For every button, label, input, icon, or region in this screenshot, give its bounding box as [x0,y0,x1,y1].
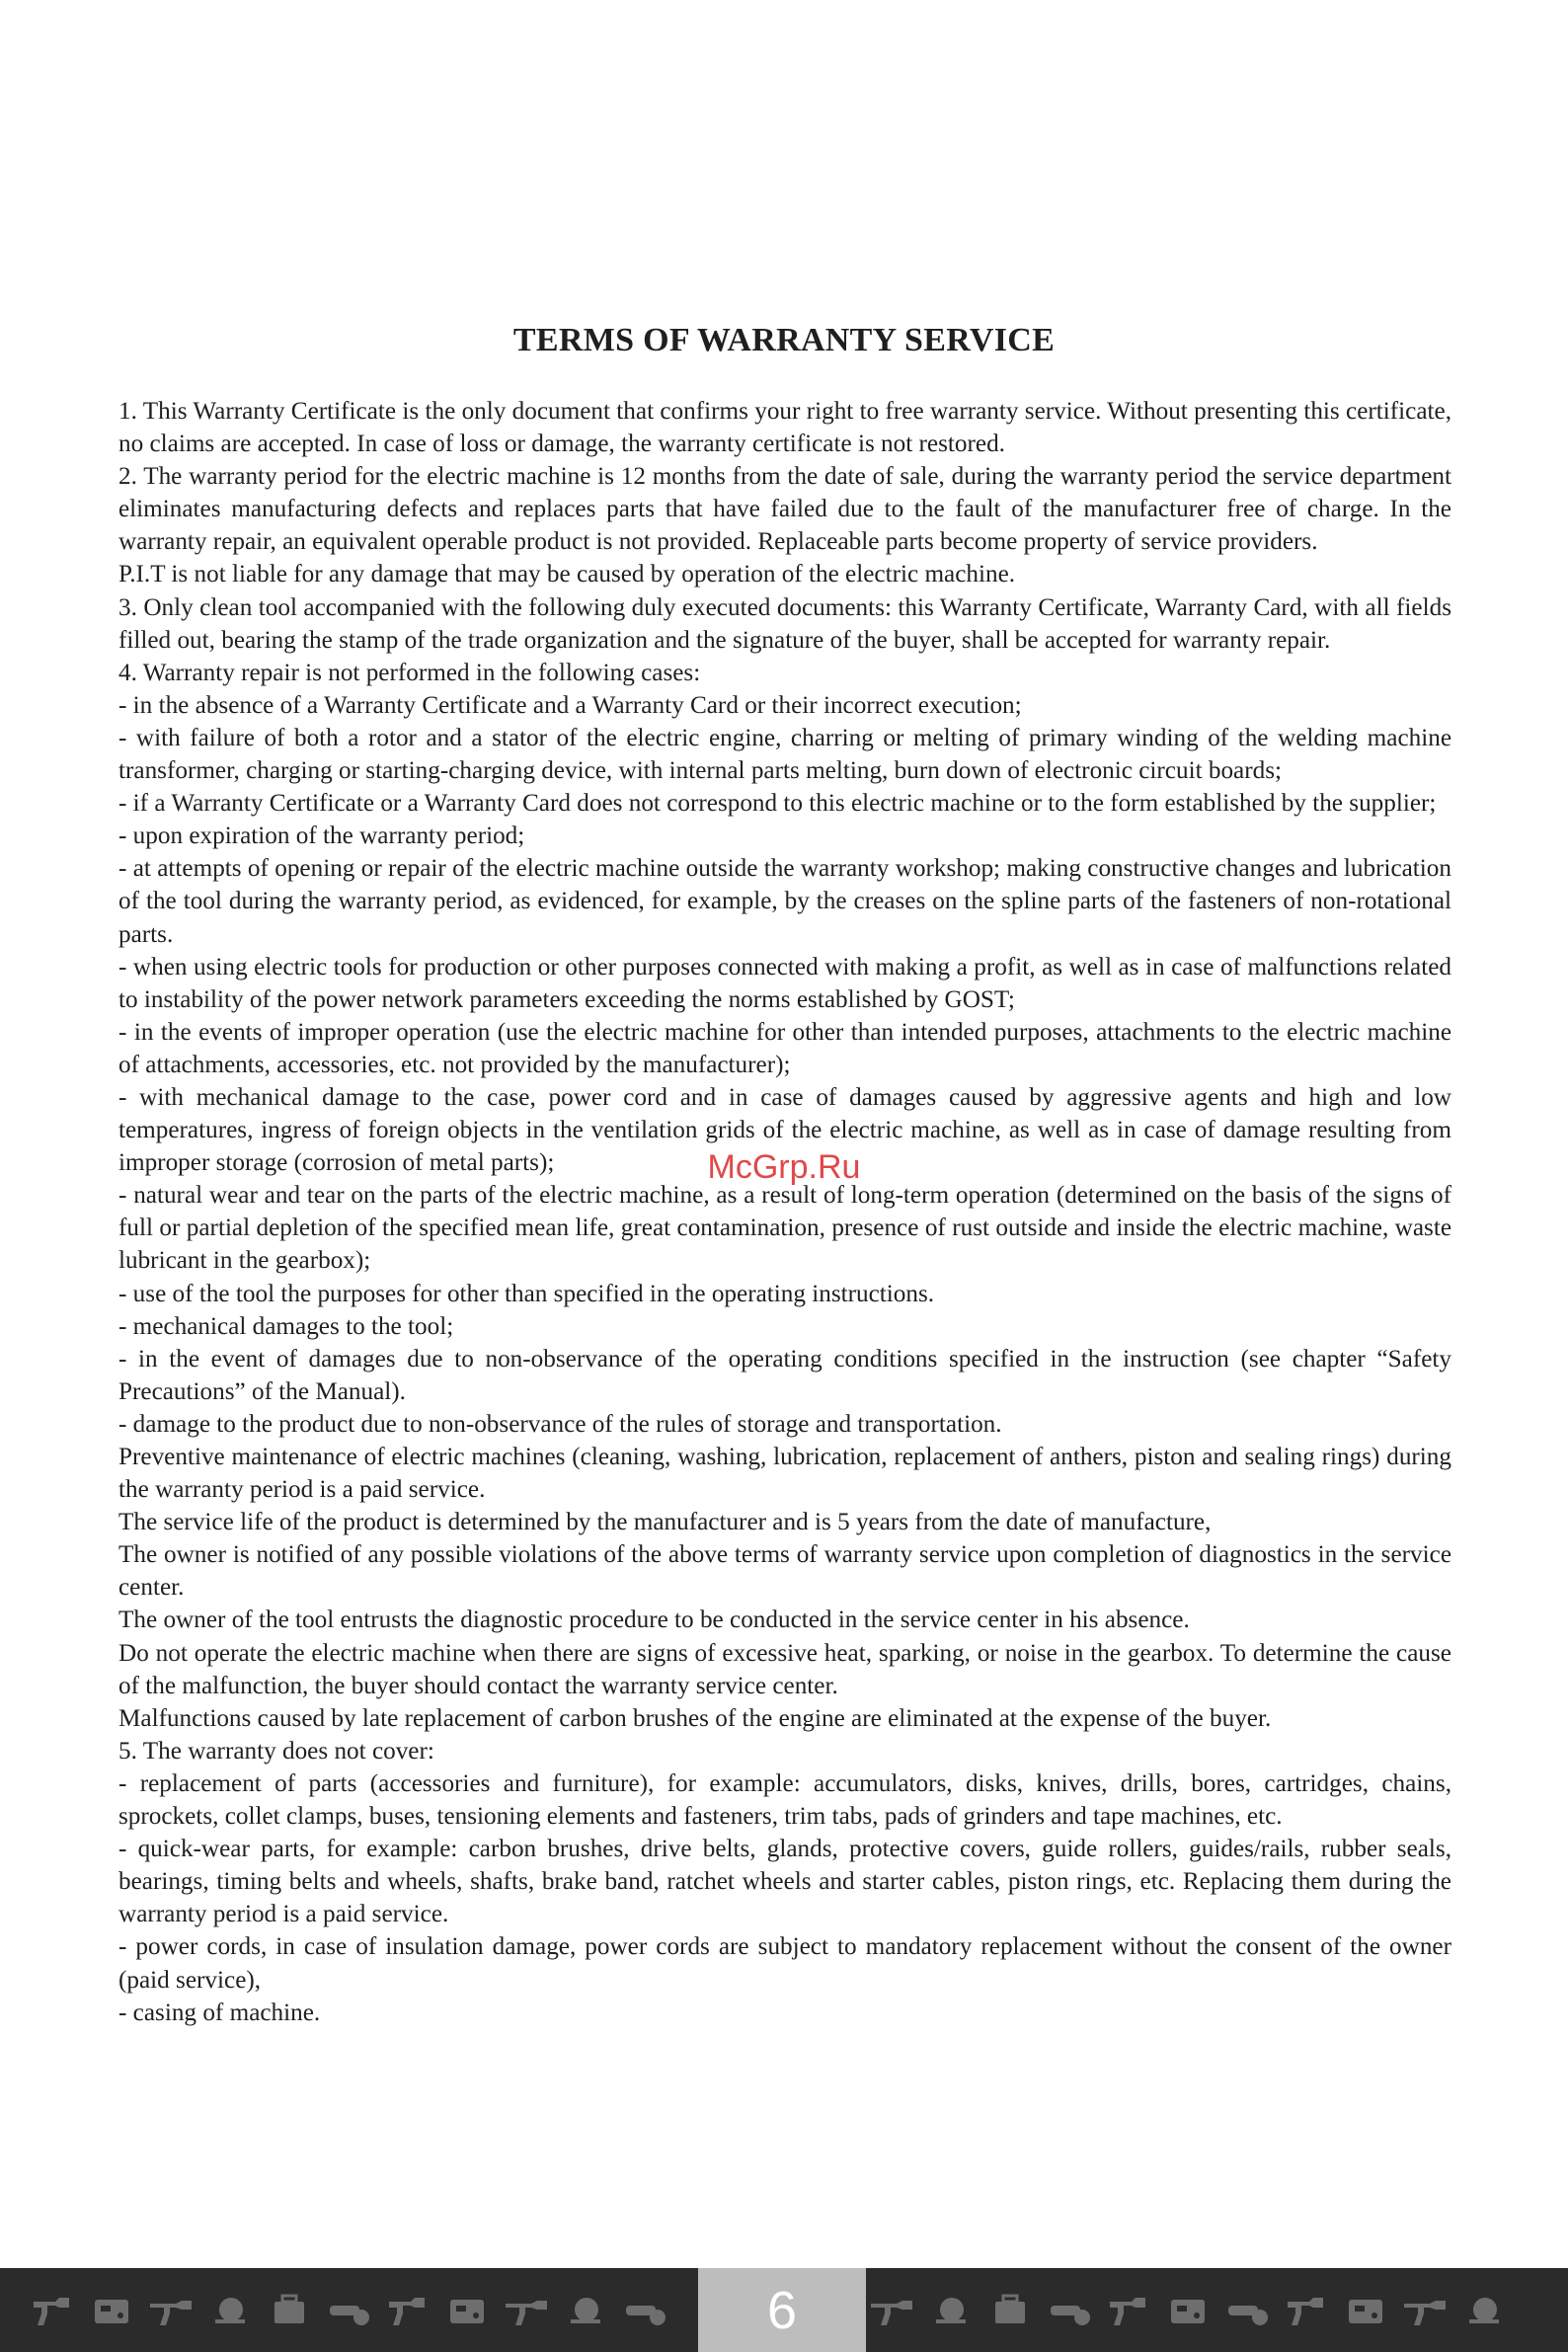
paragraph: 2. The warranty period for the electric machine is 12 months from the date of sale, during the warranty period the service department eliminates manufacturing defects and replaces parts that have failed due to the fault of the manufacturer free of charge. In the warranty repair, an equivalent operable product is not provided. Replaceable parts become property of service providers. [118,463,1451,556]
footer-bar [0,2268,1568,2352]
paragraph: - at attempts of opening or repair of the electric machine outside the warranty workshop; making constructive changes and lubrication of the tool during the warranty period, as evidenced, for example, by the creases on the spline parts of the fasteners of non-rotational parts. [118,855,1451,948]
paragraph: - replacement of parts (accessories and furniture), for example: accumulators, disks, knives, drills, bores, cartridges, chains, sprockets, collet clamps, buses, tensioning elements and fasteners, trim tabs, pads of grinders and tape machines, etc. [118,1769,1451,1831]
paragraph: The owner is notified of any possible violations of the above terms of warranty service upon completion of diagnostics in the service center. [118,1541,1451,1602]
paragraph: - upon expiration of the warranty period; [118,823,525,850]
paragraph: 5. The warranty does not cover: [118,1737,434,1764]
mixer-icon [1461,2290,1507,2329]
hammer-drill-icon [1402,2290,1448,2329]
paragraph: - mechanical damages to the tool; [118,1312,454,1340]
paragraph: 1. This Warranty Certificate is the only document that confirms your right to free warranty service. Without presenting this certificate, no claims are accepted. In case of loss or damage, the warranty certificate is not restored. [118,398,1451,458]
footer-icons-left [30,2282,667,2337]
drill-icon [30,2290,75,2329]
paragraph: - in the event of damages due to non-observance of the operating conditions specified in the instruction (see chapter “Safety Precautions” of the Manual). [118,1345,1451,1405]
paragraph: - damage to the product due to non-observance of the rules of storage and transportation. [118,1410,1002,1438]
paragraph: Malfunctions caused by late replacement of carbon brushes of the engine are eliminated at the expense of the buyer. [118,1704,1272,1732]
paragraph: P.I.T is not liable for any damage that may be caused by operation of the electric machine. [118,561,1016,588]
drill-icon [1106,2290,1151,2329]
page-title: TERMS OF WARRANTY SERVICE [512,322,1056,358]
paragraph: Preventive maintenance of electric machines (cleaning, washing, lubrication, replacement of anthers, piston and sealing rings) during the warranty period is a paid service. [118,1444,1451,1504]
hammer-drill-icon [869,2290,914,2329]
paragraph: - power cords, in case of insulation damage, power cords are subject to mandatory replacement without the consent of the owner (paid service), [118,1933,1451,1994]
hammer-drill-icon [148,2290,194,2329]
grinder-icon [1224,2290,1270,2329]
tool-case-icon [987,2290,1033,2329]
page-number: 6 [698,2268,866,2352]
paragraph: - natural wear and tear on the parts of the electric machine, as a result of long-term operation (determined on the basis of the signs of full or partial depletion of the specified mean life, great contamination, presence of rust outside and inside the electric machine, waste lubricant in the gearbox); [118,1182,1451,1275]
paragraph: 4. Warranty repair is not performed in the following cases: [118,659,701,686]
grinder-icon [326,2290,371,2329]
warranty-terms-body [118,395,1451,2029]
mixer-icon [207,2290,253,2329]
welder-icon [1165,2290,1211,2329]
paragraph: - with failure of both a rotor and a stator of the electric engine, charring or melting of primary winding of the welding machine transformer, charging or starting-charging device, with internal parts melting, burn down of electronic circuit boards; [118,724,1451,785]
paragraph: 3. Only clean tool accompanied with the following duly executed documents: this Warranty Certificate, Warranty Card, with all fields filled out, bearing the stamp of the trade organization and the signature of the buyer, shall be accepted for warranty repair. [118,593,1451,654]
welder-icon [1343,2290,1388,2329]
paragraph: Do not operate the electric machine when there are signs of excessive heat, sparking, or noise in the gearbox. To determine the cause of the malfunction, the buyer should contact the warranty service center. [118,1639,1451,1699]
drill-icon [1284,2290,1329,2329]
paragraph: The service life of the product is determined by the manufacturer and is 5 years from the date of manufacture, [118,1509,1212,1536]
hammer-drill-icon [504,2290,549,2329]
paragraph: - if a Warranty Certificate or a Warranty Card does not correspond to this electric machine or to the form established by the supplier; [118,790,1437,818]
paragraph: The owner of the tool entrusts the diagnostic procedure to be conducted in the service center in his absence. [118,1607,1190,1634]
grinder-icon [622,2290,667,2329]
watermark: McGrp.Ru [707,1148,861,1186]
paragraph: - with mechanical damage to the case, power cord and in case of damages caused by aggressive agents and high and low temperatures, ingress of foreign objects in the ventilation grids of the electric machine, as well as in case of damage resulting from improper storage (corrosion of metal parts); [118,1083,1451,1177]
paragraph: - use of the tool the purposes for other than specified in the operating instructions. [118,1280,935,1307]
paragraph: - casing of machine. [118,1999,321,2026]
welder-icon [444,2290,490,2329]
mixer-icon [563,2290,608,2329]
footer-icons-right [869,2282,1507,2337]
paragraph: - in the events of improper operation (use the electric machine for other than intended purposes, attachments to the electric machine of attachments, accessories, etc. not provided by the manufacturer); [118,1018,1451,1078]
drill-icon [385,2290,431,2329]
paragraph: - quick-wear parts, for example: carbon brushes, drive belts, glands, protective covers, guide rollers, guides/rails, rubber seals, bearings, timing belts and wheels, shafts, brake band, ratchet wheels and starter cables, piston rings, etc. Replacing them during the warranty period is a paid service. [118,1836,1451,1928]
tool-case-icon [267,2290,312,2329]
mixer-icon [928,2290,974,2329]
grinder-icon [1047,2290,1092,2329]
paragraph: - when using electric tools for production or other purposes connected with making a profit, as well as in case of malfunctions related to instability of the power network parameters exceeding the norms established by GOST; [118,953,1451,1013]
welder-icon [89,2290,134,2329]
paragraph: - in the absence of a Warranty Certificate and a Warranty Card or their incorrect execution; [118,691,1022,719]
